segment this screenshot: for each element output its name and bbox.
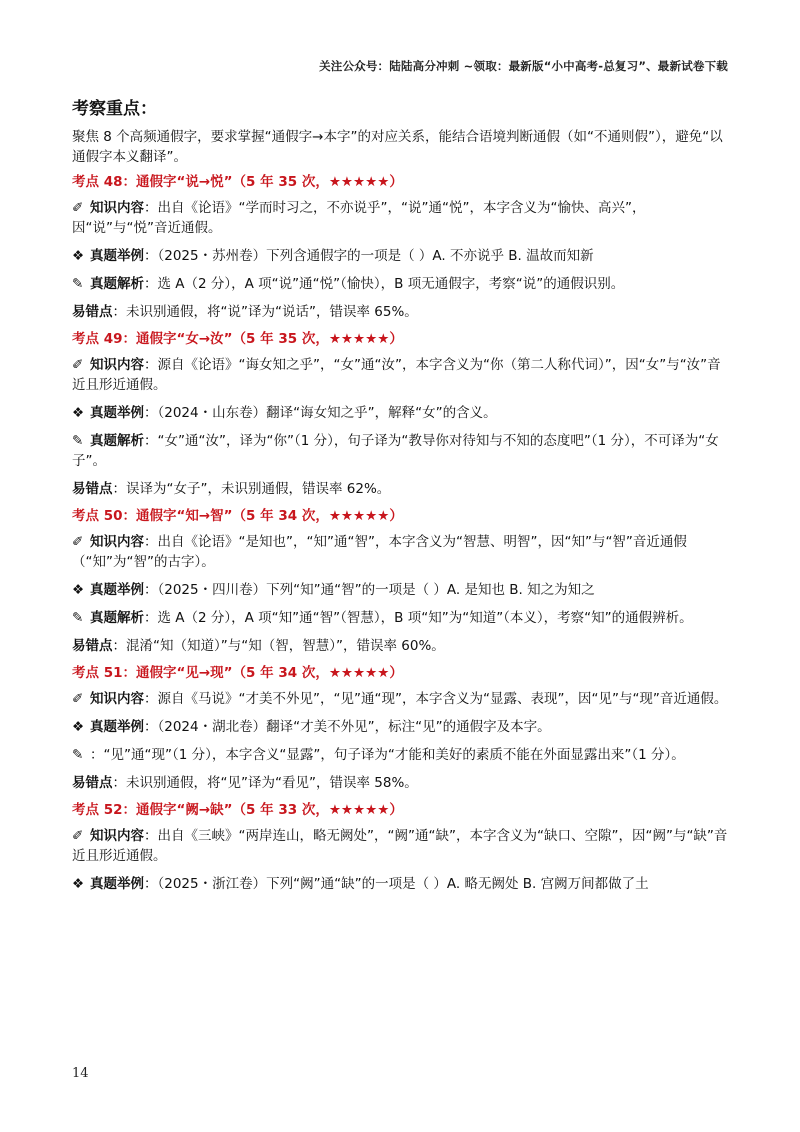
example-label: 真题举例 <box>90 876 144 892</box>
example-entry <box>72 403 732 423</box>
knowledge-text: ：源自《论语》“诲女知之乎”，“女”通“汝”，本字含义为“你（第二人称代词）”，因“女”与“汝”音近且形近通假。 <box>72 357 721 393</box>
example-entry <box>72 246 732 266</box>
knowledge-entry <box>72 826 732 866</box>
knowledge-label: 知识内容 <box>90 357 144 373</box>
analysis-text: ：“女”通“汝”，译为“你”（1 分），句子译为“教导你对待知与不知的态度吧”（1 分），不可译为“女子”。 <box>72 433 719 469</box>
pen-icon: ✎ <box>72 433 84 449</box>
pencil-icon: ✐ <box>72 691 84 707</box>
knowledge-label: 知识内容 <box>90 200 144 216</box>
error-label: 易错点 <box>72 481 113 497</box>
main-content <box>72 94 732 902</box>
error-text: ：误译为“女子”，未识别通假，错误率 62%。 <box>112 481 391 497</box>
point-heading: 考点 51：通假字“见→现”（5 年 34 次，★★★★★） <box>72 665 403 681</box>
knowledge-label: 知识内容 <box>90 691 144 707</box>
example-text: ：（2025・浙江卷）下列“阙”通“缺”的一项是（ ）A. 略无阙处 B. 宫阙万间都做了土 <box>144 876 649 892</box>
pen-icon: ✎ <box>72 747 84 763</box>
analysis-text: ：“见”通“现”（1 分），本字含义“显露”，句子译为“才能和美好的素质不能在外面显露出来”（1 分）。 <box>90 747 685 763</box>
analysis-entry <box>72 608 732 628</box>
example-label: 真题举例 <box>90 719 144 735</box>
knowledge-text: ：出自《论语》“学而时习之，不亦说乎”，“说”通“悦”，本字含义为“愉快、高兴”，因“说”与“悦”音近通假。 <box>72 200 646 236</box>
example-text: ：（2024・湖北卷）翻译“才美不外见”，标注“见”的通假字及本字。 <box>144 719 551 735</box>
knowledge-entry <box>72 355 732 395</box>
example-label: 真题举例 <box>90 248 144 264</box>
diamond-icon: ❖ <box>72 876 85 892</box>
error-text: ：未识别通假，将“见”译为“看见”，错误率 58%。 <box>112 775 418 791</box>
point-heading: 考点 49：通假字“女→汝”（5 年 35 次，★★★★★） <box>72 331 403 347</box>
error-entry <box>72 773 732 793</box>
intro-text: 聚焦 8 个高频通假字，要求掌握“通假字→本字”的对应关系，能结合语境判断通假（如“不通则假”），避免“以通假字本义翻译”。 <box>72 129 723 165</box>
analysis-entry <box>72 431 732 471</box>
error-label: 易错点 <box>72 638 113 654</box>
pencil-icon: ✐ <box>72 200 84 216</box>
pencil-icon: ✐ <box>72 828 84 844</box>
analysis-text: ：选 A（2 分），A 项“说”通“悦”（愉快），B 项无通假字，考察“说”的通假识别。 <box>144 276 625 292</box>
knowledge-text: ：出自《论语》“是知也”，“知”通“智”，本字含义为“智慧、明智”，因“知”与“智”音近通假（“知”为“智”的古字）。 <box>72 534 687 570</box>
example-text: ：（2025・四川卷）下列“知”通“智”的一项是（ ）A. 是知也 B. 知之为知之 <box>144 582 595 598</box>
point-heading: 考点 52：通假字“阙→缺”（5 年 33 次，★★★★★） <box>72 802 403 818</box>
diamond-icon: ❖ <box>72 248 85 264</box>
example-entry <box>72 717 732 737</box>
example-label: 真题举例 <box>90 405 144 421</box>
point-heading: 考点 50：通假字“知→智”（5 年 34 次，★★★★★） <box>72 508 403 524</box>
page-number: 14 <box>72 1066 89 1081</box>
knowledge-label: 知识内容 <box>90 828 144 844</box>
diamond-icon: ❖ <box>72 719 85 735</box>
section-title: 考察重点： <box>72 99 157 119</box>
pencil-icon: ✐ <box>72 357 84 373</box>
knowledge-entry <box>72 689 732 709</box>
pen-icon: ✎ <box>72 610 84 626</box>
analysis-label: 真题解析 <box>90 276 144 292</box>
example-text: ：（2024・山东卷）翻译“诲女知之乎”，解释“女”的含义。 <box>144 405 497 421</box>
knowledge-entry <box>72 198 732 238</box>
example-entry <box>72 580 732 600</box>
knowledge-text: ：出自《三峡》“两岸连山，略无阙处”，“阙”通“缺”，本字含义为“缺口、空隙”，因“阙”与“缺”音近且形近通假。 <box>72 828 728 864</box>
pen-icon: ✎ <box>72 276 84 292</box>
analysis-text: ：选 A（2 分），A 项“知”通“智”（智慧），B 项“知”为“知道”（本义），考察“知”的通假辨析。 <box>144 610 693 626</box>
diamond-icon: ❖ <box>72 582 85 598</box>
analysis-label: 真题解析 <box>90 610 144 626</box>
example-text: ：（2025・苏州卷）下列含通假字的一项是（ ）A. 不亦说乎 B. 温故而知新 <box>144 248 594 264</box>
example-entry <box>72 874 732 894</box>
error-entry <box>72 302 732 322</box>
point-heading: 考点 48：通假字“说→悦”（5 年 35 次，★★★★★） <box>72 174 403 190</box>
diamond-icon: ❖ <box>72 405 85 421</box>
analysis-entry <box>72 274 732 294</box>
error-entry <box>72 479 732 499</box>
knowledge-entry <box>72 532 732 572</box>
knowledge-label: 知识内容 <box>90 534 144 550</box>
page-header: 关注公众号：陆陆高分冲刺 ~领取：最新版“小中高考-总复习”、最新试卷下载 <box>319 59 728 73</box>
analysis-entry <box>72 745 732 765</box>
error-entry <box>72 636 732 656</box>
analysis-label: 真题解析 <box>90 433 144 449</box>
example-label: 真题举例 <box>90 582 144 598</box>
pencil-icon: ✐ <box>72 534 84 550</box>
error-text: ：未识别通假，将“说”译为“说话”，错误率 65%。 <box>112 304 418 320</box>
error-label: 易错点 <box>72 304 113 320</box>
error-label: 易错点 <box>72 775 113 791</box>
knowledge-text: ：源自《马说》“才美不外见”，“见”通“现”，本字含义为“显露、表现”，因“见”与“现”音近通假。 <box>144 691 728 707</box>
error-text: ：混淆“知（知道）”与“知（智，智慧）”，错误率 60%。 <box>112 638 445 654</box>
